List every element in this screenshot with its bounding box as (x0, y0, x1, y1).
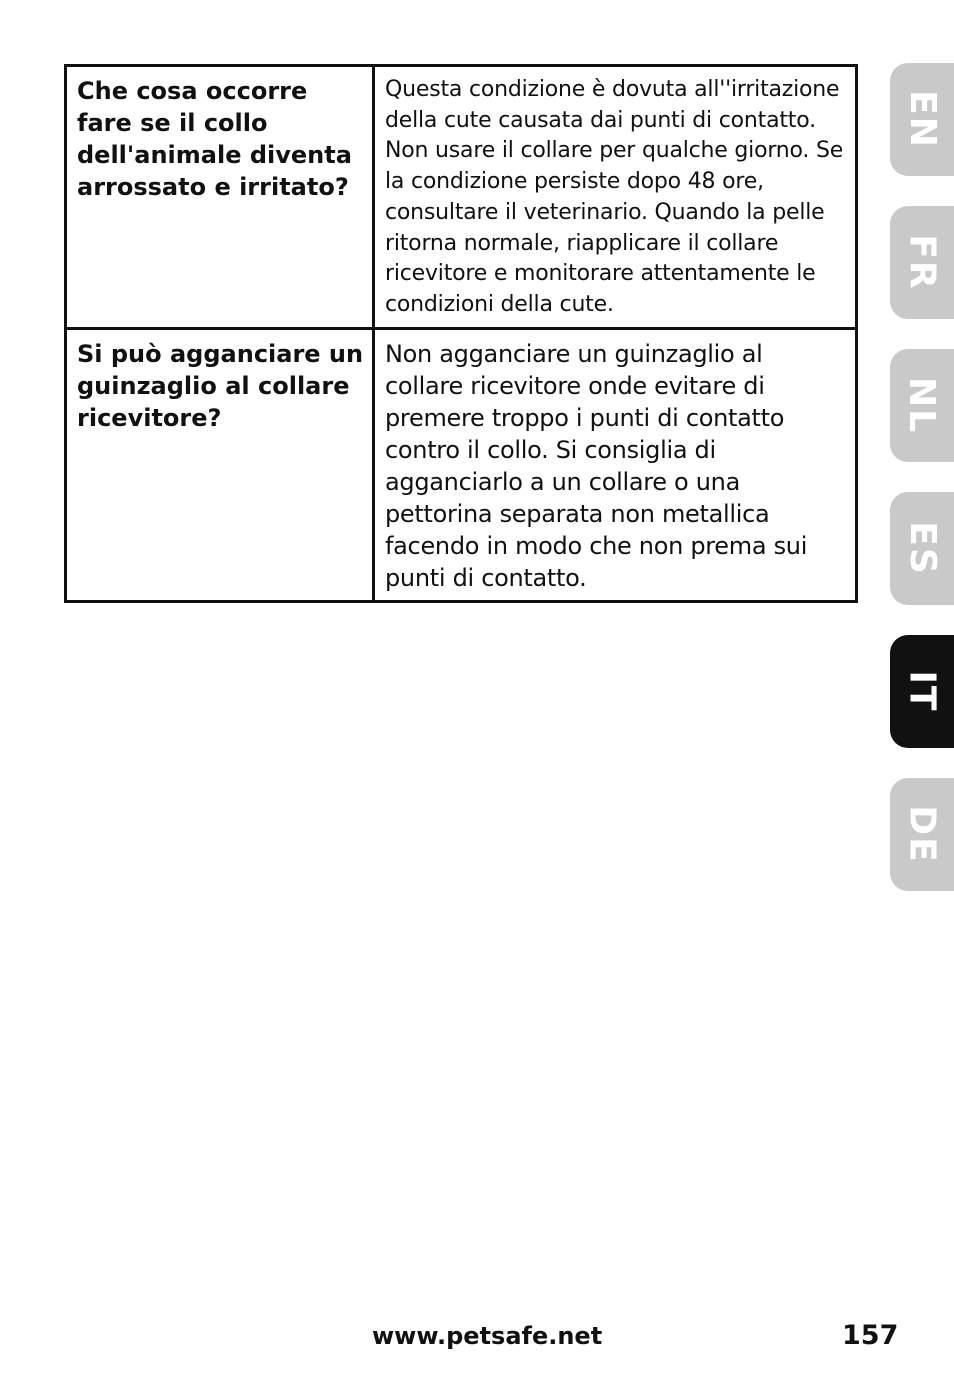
faq-row (66, 66, 857, 329)
language-tab-label: ES (901, 521, 943, 576)
faq-answer: Questa condizione è dovuta all''irritazione della cute causata dai punti di contatto. Non usare il collare per qualche giorno. Se la condizione persiste dopo 48 ore, consultare il veterinario. Quando la pelle ritorna normale, riapplicare il collare ricevitore e monitorare attentamente le condizioni della cute. (374, 66, 857, 329)
faq-table (64, 64, 858, 603)
language-tab-de[interactable] (890, 778, 954, 891)
language-tab-label: FR (901, 234, 943, 291)
language-tab-label: IT (901, 670, 943, 713)
language-tab-label: DE (901, 805, 943, 864)
faq-question: Si può agganciare un guinzaglio al collare ricevitore? (66, 328, 374, 601)
language-tab-label: EN (901, 90, 943, 149)
language-tab-it[interactable] (890, 635, 954, 748)
faq-answer: Non agganciare un guinzaglio al collare ricevitore onde evitare di premere troppo i punti di contatto contro il collo. Si consiglia di agganciarlo a un collare o una pettorina separata non metallica facendo in modo che non prema sui punti di contatto. (374, 328, 857, 601)
language-tab-es[interactable] (890, 492, 954, 605)
page-number: 157 (842, 1320, 899, 1351)
language-tab-label: NL (901, 376, 943, 435)
footer-url[interactable]: www.petsafe.net (372, 1322, 603, 1350)
language-tab-fr[interactable] (890, 206, 954, 319)
faq-question: Che cosa occorre fare se il collo dell'animale diventa arrossato e irritato? (66, 66, 374, 329)
language-tab-nl[interactable] (890, 349, 954, 462)
language-tab-en[interactable] (890, 63, 954, 176)
faq-row (66, 328, 857, 601)
